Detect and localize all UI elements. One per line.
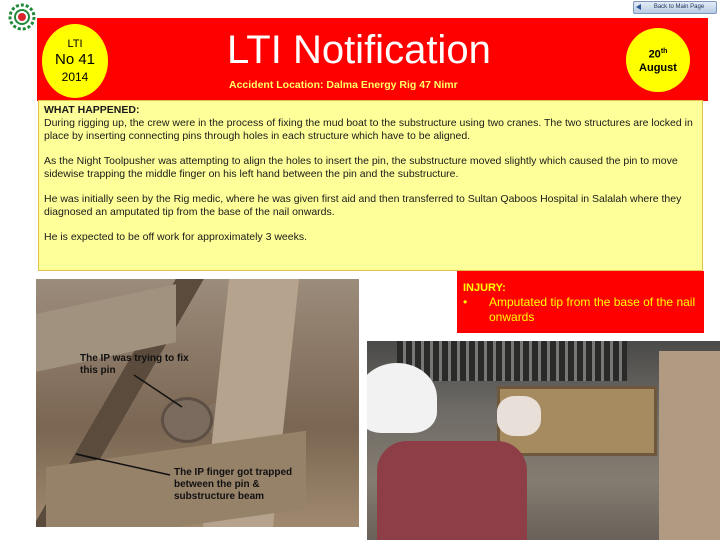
lti-number-badge (42, 24, 108, 98)
injury-description: Amputated tip from the base of the nail onwards (489, 295, 696, 324)
details-paragraph-1: During rigging up, the crew were in the process of fixing the mud boat to the substructure using two cranes. The two structures are locked in place by inserting connecting pins through holes in each structure which have to be aligned. (44, 117, 693, 142)
page-title: LTI Notification (227, 28, 491, 72)
lti-badge-year: 2014 (61, 70, 89, 84)
lti-badge-line1: LTI (67, 38, 83, 50)
date-month: August (639, 62, 677, 75)
lti-badge-number: No 41 (54, 51, 96, 68)
bullet-icon: • (463, 295, 468, 309)
accident-location: Accident Location: Dalma Energy Rig 47 Nimr (229, 79, 458, 91)
incident-photo-pin (36, 279, 359, 527)
date-day: 20th (648, 47, 668, 61)
back-link-label: Back to Main Page (653, 4, 705, 10)
photo-caption-pin: The IP was trying to fix this pin (80, 353, 189, 376)
hard-hat-icon (367, 363, 437, 433)
details-paragraph-4: He is expected to be off work for approximately 3 weeks. (44, 231, 308, 243)
what-happened-panel (38, 100, 703, 271)
injury-heading: INJURY: (463, 282, 506, 294)
glove-icon (497, 396, 541, 436)
back-arrow-icon (636, 4, 641, 10)
photo-caption-finger: The IP finger got trapped between the pin & substructure beam (174, 467, 293, 502)
date-badge (626, 28, 690, 92)
injury-box (457, 271, 704, 333)
incident-photo-worker (367, 341, 720, 540)
details-paragraph-2: As the Night Toolpusher was attempting to align the holes to insert the pin, the substructure moved slightly which caused the pin to move sidewise trapping the middle finger on his left hand between the pin and the substructure. (44, 155, 678, 180)
company-logo-icon (2, 2, 42, 32)
back-to-main-page-link[interactable] (633, 1, 717, 14)
what-happened-heading: WHAT HAPPENED: (44, 104, 140, 116)
details-paragraph-3: He was initially seen by the Rig medic, where he was given first aid and then transferred to Sultan Qaboos Hospital in Salalah where they diagnosed an amputated tip from the base of the nail onwards. (44, 193, 682, 218)
